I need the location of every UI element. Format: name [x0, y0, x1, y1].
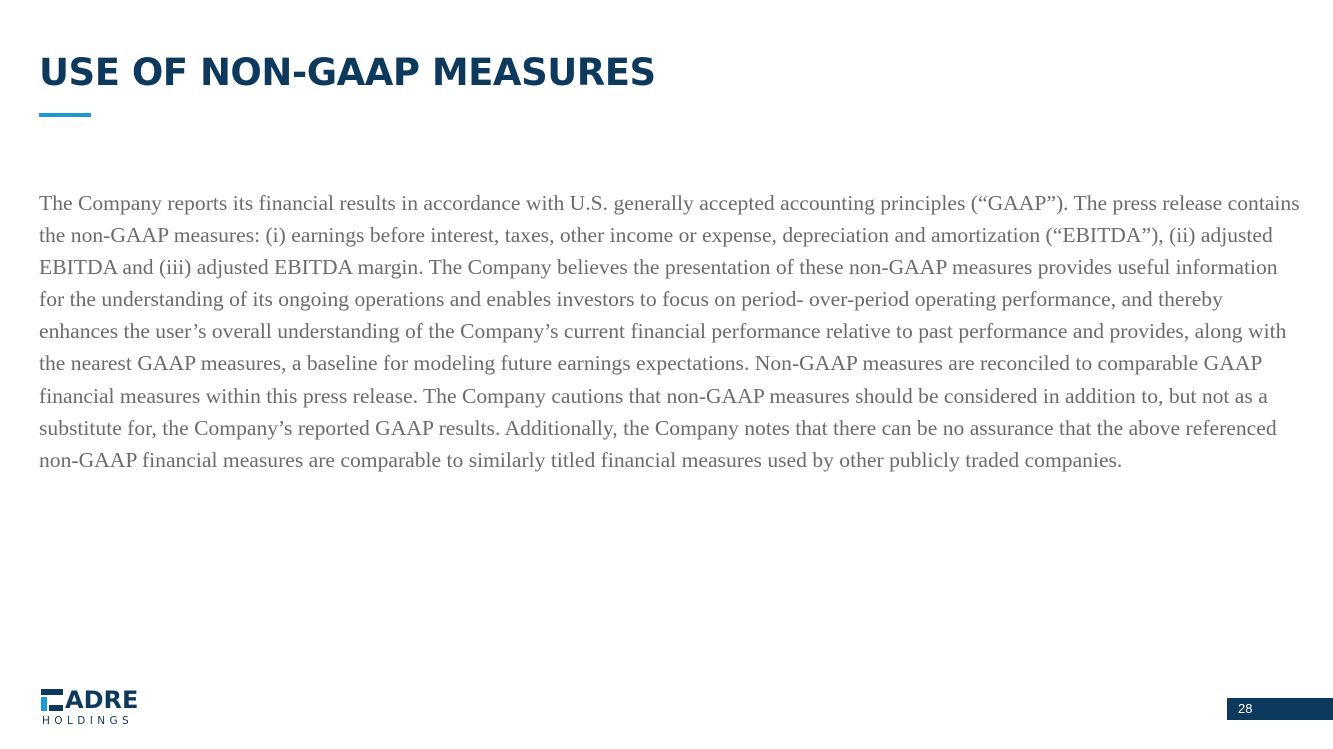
logo-c-glyph-icon: [41, 689, 63, 711]
body-paragraph: The Company reports its financial results in accordance with U.S. generally accepted accounting principles (“GAAP”). The press release contains the non-GAAP measures: (i) earnings before interest, taxes, other income or expense, depreciation and amortization (“EBITDA”), (ii) adjusted EBITDA and (iii) adjusted EBITDA margin. The Company believes the presentation of these non-GAAP measures provides useful information for the understanding of its ongoing operations and enables investors to focus on period- over-period operating performance, and thereby enhances the user’s overall understanding of the Company’s current financial performance relative to past performance and provides, along with the nearest GAAP measures, a baseline for modeling future earnings expectations. Non-GAAP measures are reconciled to comparable GAAP financial measures within this press release. The Company cautions that non-GAAP measures should be considered in addition to, but not as a substitute for, the Company’s reported GAAP results. Additionally, the Company notes that there can be no assurance that the above referenced non-GAAP financial measures are comparable to similarly titled financial measures used by other publicly traded companies.: [39, 191, 1300, 472]
page-number-badge: [1227, 698, 1333, 720]
slide-title: USE OF NON-GAAP MEASURES: [39, 51, 656, 94]
cadre-holdings-logo: [41, 688, 145, 730]
page-number: 28: [1238, 701, 1253, 716]
logo-wordmark: ADRE: [65, 686, 139, 714]
logo-subtitle: HOLDINGS: [42, 715, 134, 727]
title-accent-line: [39, 113, 91, 117]
logo-mark: [41, 688, 138, 712]
